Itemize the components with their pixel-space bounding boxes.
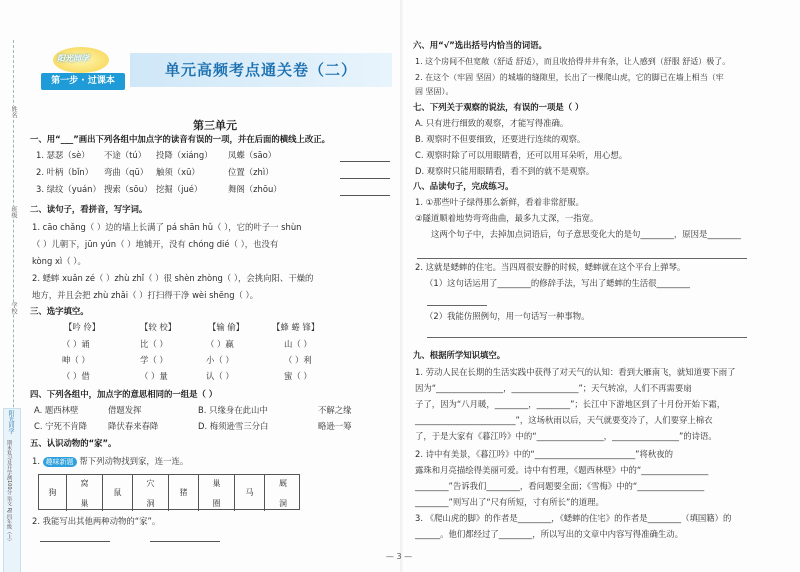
q1-r3-c2: 搜索（sōu） [104, 184, 153, 194]
q2-line: 1. cāo chǎng（ ）边的墙上长满了 pá shān hǔ（ ），它的叶子一 shùn [32, 222, 302, 232]
sidebar-info: 期末复习及开学测100分 语文 RJ 四年级（上） [6, 440, 12, 545]
school-label: 学校 [10, 302, 17, 314]
q4-option-a2: 借题发挥 [108, 405, 142, 415]
q9-line: 1. 劳动人民在长期的生活实践中获得了对天气的认知：看到大雁南飞，就知道要下雨了 [415, 367, 736, 377]
q4-option-c[interactable]: C. 宁死不肯降 [34, 421, 88, 431]
sidebar-brand: 阳光同学 [7, 410, 14, 434]
q3-item: 认（ ） [206, 371, 234, 381]
answer-line[interactable] [340, 178, 390, 179]
q3-group-title: 【吟 伶】 [64, 322, 101, 332]
answer-line[interactable] [417, 258, 747, 259]
q5-q2: 2. 我能写出其他两种动物的“家”。 [32, 516, 161, 526]
q3-group-title: 【蜂 蜷 锋】 [272, 322, 320, 332]
q3-item: （ ）利 [284, 355, 312, 365]
q6-line: 2. 在这个（牢固 坚固）的城墙的缝隙里，长出了一棵爬山虎，它的脚已在墙上相当（牢 [415, 73, 724, 82]
answer-line[interactable] [427, 337, 747, 338]
q7-heading: 七、下列关于观察的说法，有误的一项是（ ） [413, 102, 584, 112]
q4-option-c2: 降伏春来春降 [108, 421, 159, 431]
q7-option-d[interactable]: D. 观察时只能用眼睛看，看不到的就不是观察。 [415, 166, 595, 176]
q3-item: 呻（ ） [62, 355, 90, 365]
page-number: — 3 — [385, 552, 413, 561]
q4-heading: 四、下列各组中，加点字的意思相同的一组是（ ） [30, 389, 218, 399]
table-cell [199, 475, 235, 511]
q1-r3-c3: 挖掘（jué） [156, 184, 203, 194]
animal-home-table [38, 474, 300, 510]
table-cell: 狗 [39, 475, 67, 511]
answer-line[interactable] [150, 541, 220, 542]
q8-sentence-2: ②隧道顺着地势弯弯曲曲，最多九丈深，一指宽。 [415, 213, 599, 223]
q1-r1-c1: 1. 瑟瑟（sè） [36, 150, 90, 160]
right-page [403, 0, 800, 572]
q3-group-title: 【较 校】 [140, 322, 177, 332]
q4-option-d2: 略逊一筹 [318, 421, 352, 431]
q5-q1-text: 帮下列动物找到家，连一连。 [79, 456, 189, 466]
q9-line: ______。他们都经过了________，所以写出的文章中内容写得准确生动。 [415, 529, 683, 539]
logo-text: 阳光同学 [57, 54, 89, 63]
q5-q1: 1. 趣味新题 帮下列动物找到家，连一连。 [32, 456, 189, 466]
table-cell: 鼠 [103, 475, 133, 511]
q9-line: 了，于是大家有《暮江吟》中的“________________，________________”的诗语。 [415, 431, 717, 441]
sidebar [0, 40, 27, 572]
q8-p2: 2. 这就是蟋蟀的住宅。当四周很安静的时候，蟋蟀就在这个平台上弹琴。 [415, 262, 686, 272]
q2-line: 2. 蟋蟀 xuǎn zé（ ）zhù zhǐ（ ）很 shèn zhòng（ ），会挑向阳、干燥的 [32, 273, 314, 283]
q2-heading: 二、读句子，看拼音，写字词。 [30, 204, 148, 214]
q8-question: 这两个句子中，去掉加点词语后，句子意思变化大的是句________，原因是________ [431, 229, 741, 239]
table-cell [133, 475, 169, 511]
answer-line[interactable] [40, 541, 110, 542]
q8-p2-q1: （1）这句话运用了________的修辞手法，写出了蟋蟀的生活很________ [425, 278, 690, 288]
q3-item: 小（ ） [206, 355, 234, 365]
page-title: 单元高频考点通关卷（二） [164, 61, 357, 79]
answer-line[interactable] [427, 305, 487, 306]
q1-r1-c2: 不途（tú） [104, 150, 147, 160]
q7-option-a[interactable]: A. 只有进行细致的观察，才能写得准确。 [415, 118, 569, 128]
q9-heading: 九、根据所学知识填空。 [413, 350, 506, 360]
table-top: 巢 [212, 479, 221, 488]
q9-line: 2. 诗中有美景，《暮江吟》中的“________________________”将秋夜的 [415, 449, 674, 459]
q2-line: 地方，并且会把 zhù zhǎi（ ）打扫得干净 wèi shēng（ ）。 [32, 290, 259, 300]
q9-line: 子了，因为“八月暖，________，________”；长江中下游地区到了十月份开始下霜， [415, 399, 726, 409]
answer-line[interactable] [340, 195, 390, 196]
q5-tag: 趣味新题 [43, 457, 77, 467]
q9-line: ________”则写出了“尺有所短，寸有所长”的道理。 [415, 497, 604, 507]
q2-line: kòng xì（ ）。 [32, 256, 86, 266]
table-cell [265, 475, 301, 511]
q7-option-b[interactable]: B. 观察时不但要细致，还要进行连续的观察。 [415, 134, 586, 144]
table-bottom: 洞 [146, 499, 155, 508]
table-top: 厩 [279, 479, 287, 488]
q6-line: 固 坚固）。 [415, 87, 454, 96]
q3-item: 山（ ） [284, 339, 312, 349]
q2-line: （ ）儿朝下，jūn yún（ ）地铺开，没有 chóng dié（ ），也没有 [32, 239, 279, 249]
unit-title: 第三单元 [193, 119, 237, 132]
q9-line: 因为“________________，________________”；天气转凉，人们不再需要扇 [415, 383, 692, 393]
q9-line: 3. 《爬山虎的脚》的作者是________，《蟋蟀的住宅》的作者是________（填国籍）的 [415, 513, 732, 523]
q7-option-c[interactable]: C. 观察时除了可以用眼睛看，还可以用耳朵听，用心想。 [415, 150, 628, 160]
q4-option-a[interactable]: A. 题西林壁 [34, 405, 79, 415]
q4-option-d[interactable]: D. 梅须逊雪三分白 [198, 421, 269, 431]
q9-line: ________”告诉我们________，看问题要全面；《雪梅》中的“________________ [415, 481, 705, 491]
q6-line: 1. 这个房间不但宽敞（舒适 舒适），而且收拾得井井有条，让人感到（舒服 舒适）极了。 [415, 57, 731, 66]
q1-r2-c4: 位置（zhì） [228, 167, 274, 177]
q3-item: （ ）量 [140, 371, 168, 381]
q3-item: （ ）诵 [62, 339, 90, 349]
table-cell [67, 475, 103, 511]
step-label: 第一步 · 过课本 [41, 73, 125, 90]
table-top: 穴 [146, 479, 155, 488]
q3-item: （ ）赢 [206, 339, 234, 349]
q3-group-title: 【输 偷】 [208, 322, 245, 332]
q1-r3-c1: 3. 绿纹（yuán） [36, 184, 101, 194]
q1-r2-c1: 2. 叶柄（bǐn） [36, 167, 94, 177]
q1-r2-c3: 触须（xū） [156, 167, 200, 177]
logo [41, 47, 125, 93]
q3-heading: 三、选字填空。 [30, 306, 89, 316]
table-bottom: 洞 [279, 499, 287, 508]
q8-heading: 八、品读句子，完成练习。 [413, 181, 514, 191]
q3-item: 学（ ） [140, 355, 168, 365]
q9-line: ________________________”，这场秋雨以后，天气就要变冷了，人们要穿上棉衣 [415, 415, 713, 425]
q4-option-b2: 不解之缘 [318, 405, 352, 415]
q3-item: （ ）借 [62, 371, 90, 381]
q3-item: 蜜（ ） [284, 371, 312, 381]
q1-r1-c3: 投降（xiáng） [156, 150, 213, 160]
q4-option-b[interactable]: B. 只缘身在此山中 [198, 405, 268, 415]
q5-heading: 五、认识动物的“家”。 [30, 438, 117, 448]
q6-heading: 六、用“√”选出括号内恰当的词语。 [413, 40, 547, 50]
title-banner [130, 53, 392, 87]
q1-r1-c4: 凤蝶（sāo） [228, 150, 277, 160]
q1-r3-c4: 舞阁（zhōu） [228, 184, 282, 194]
table-bottom: 巢 [80, 499, 89, 508]
class-label: 班级 [10, 206, 17, 218]
name-label: 姓名 [10, 106, 17, 118]
q1-r2-c2: 弯曲（qū） [104, 167, 149, 177]
q8-sentence-1: 1. ①那些叶子绿得那么新鲜，看着非常舒服。 [415, 197, 584, 207]
table-top: 窝 [80, 479, 89, 488]
q9-line: 露珠和月亮描绘得美丽可爱。诗中有哲理，《题西林壁》中的“________________ [415, 465, 709, 475]
answer-line[interactable] [340, 161, 390, 162]
q3-item: 比（ ） [140, 339, 168, 349]
table-bottom: 圈 [212, 499, 221, 508]
q8-p2-q2: （2）我能仿照例句，用一句话写一种事物。 [425, 311, 590, 321]
q1-heading: 一、用“___”画出下列各组中加点字的读音有误的一项，并在后面的横线上改正。 [30, 134, 330, 144]
table-cell: 猪 [169, 475, 199, 511]
table-cell: 马 [235, 475, 265, 511]
